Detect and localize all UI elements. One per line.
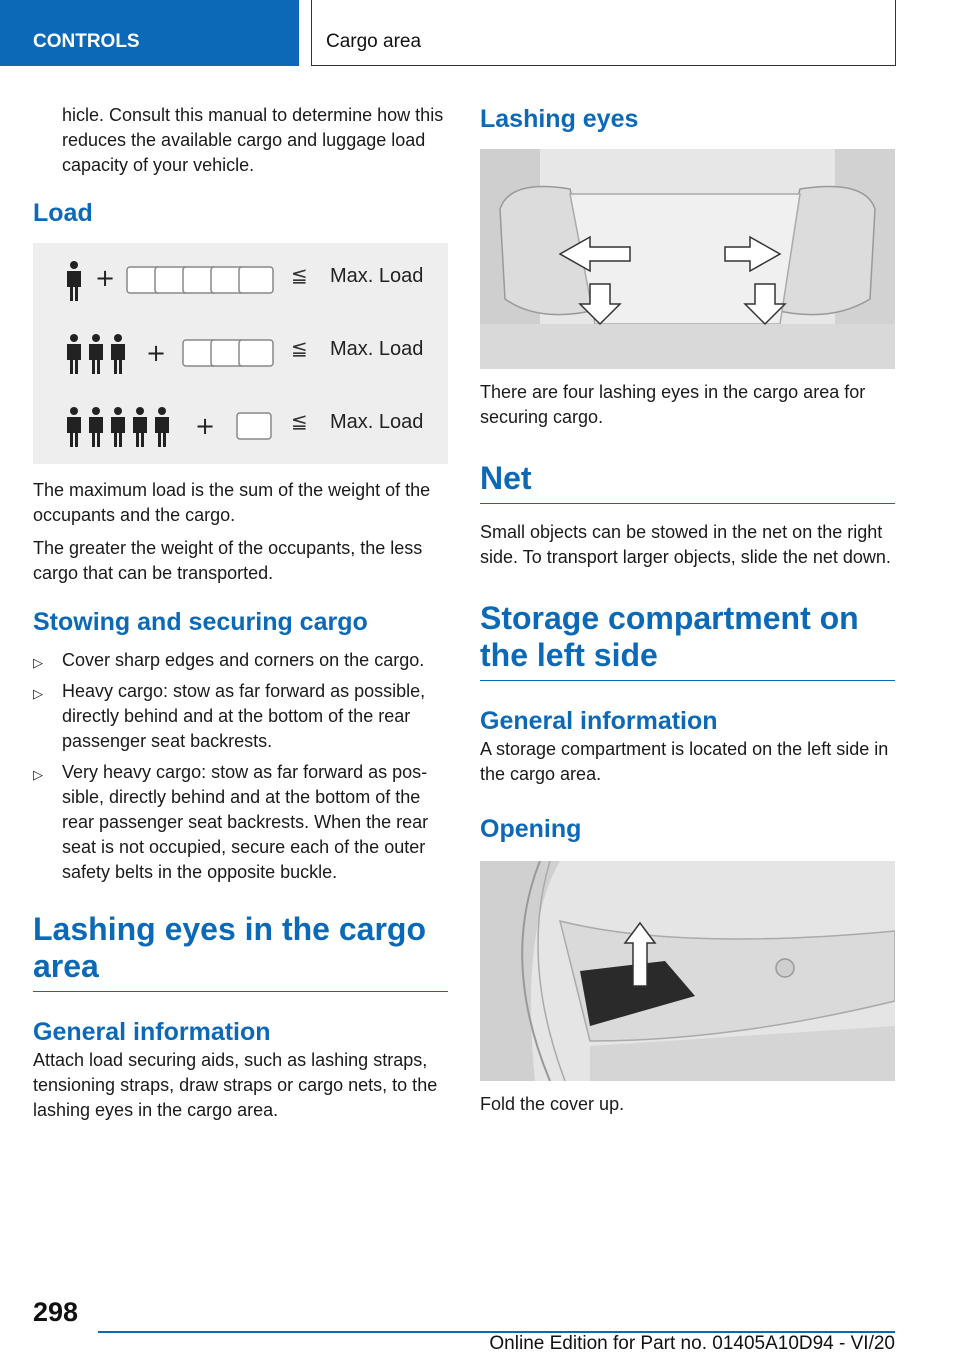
le-symbol: ≦	[291, 265, 308, 287]
svg-text:+: +	[195, 412, 216, 440]
stowing-list	[33, 648, 448, 885]
bullet-triangle-icon: ▷	[33, 686, 43, 701]
general-info-paragraph: Attach load securing aids, such as lashing straps, tensioning straps, draw straps or cargo nets, to the lashing eyes in the cargo area.	[33, 1050, 438, 1120]
opening-heading: Opening	[480, 815, 582, 843]
left-column	[33, 103, 448, 1131]
max-load-label: Max. Load	[330, 265, 424, 287]
lashing-eyes-heading: Lashing eyes	[480, 105, 639, 133]
svg-text:+: +	[95, 264, 116, 292]
general-info-heading: General information	[480, 707, 718, 735]
stowing-heading: Stowing and securing cargo	[33, 608, 368, 636]
lashing-eyes-paragraph: There are four lashing eyes in the cargo area for securing cargo.	[480, 382, 866, 427]
intro-paragraph: hicle. Consult this manual to determine how this reduces the available cargo and luggage load capacity of your vehicle.	[62, 105, 444, 175]
bullet-triangle-icon: ▷	[33, 767, 43, 782]
load-illustration	[33, 243, 448, 464]
list-item: ▷ Very heavy cargo: stow as far forward as possible, directly behind and at the bottom of the rear passenger seat backrests. When the rear seat is not occupied, secure each of the outer safety belts in the opposite buckle.	[33, 762, 429, 882]
max-load-label: Max. Load	[330, 411, 424, 433]
storage-compartment-heading: Storage compartment on the left side	[480, 600, 895, 681]
list-item: ▷ Cover sharp edges and corners on the cargo.	[33, 648, 448, 673]
load-row-1	[33, 243, 448, 318]
storage-opening-photo	[480, 861, 895, 1081]
lashing-eyes-photo	[480, 149, 895, 369]
opening-paragraph: Fold the cover up.	[480, 1094, 625, 1114]
lashing-cargo-heading: Lashing eyes in the cargo area	[33, 911, 448, 992]
le-symbol: ≦	[291, 338, 308, 360]
page-number: 298	[33, 1297, 79, 1327]
net-heading: Net	[480, 460, 895, 504]
bullet-triangle-icon: ▷	[33, 655, 43, 670]
list-item: ▷ Heavy cargo: stow as far forward as possible, directly behind and at the bottom of the rear passenger seat backrests.	[33, 681, 426, 751]
load-row-2	[33, 316, 448, 391]
load-paragraph-2: The greater the weight of the occupants, the less cargo that can be transported.	[33, 538, 423, 583]
header-page-title: Cargo area	[311, 0, 896, 66]
general-info-heading: General information	[33, 1018, 271, 1046]
edition-text: Online Edition for Part no. 01405A10D94 - VI/20	[489, 1333, 895, 1354]
max-load-label: Max. Load	[330, 338, 424, 360]
load-paragraph-1: The maximum load is the sum of the weight of the occupants and the cargo.	[33, 480, 431, 525]
load-heading: Load	[33, 199, 93, 227]
svg-text:+: +	[146, 339, 167, 367]
net-paragraph: Small objects can be stowed in the net on the right side. To transport larger objects, slide the net down.	[480, 522, 891, 567]
load-row-3	[33, 389, 448, 464]
general-info-paragraph: A storage compartment is located on the left side in the cargo area.	[480, 739, 889, 784]
header-section-label: CONTROLS	[0, 0, 299, 66]
le-symbol: ≦	[291, 411, 308, 433]
right-column	[480, 103, 895, 1125]
